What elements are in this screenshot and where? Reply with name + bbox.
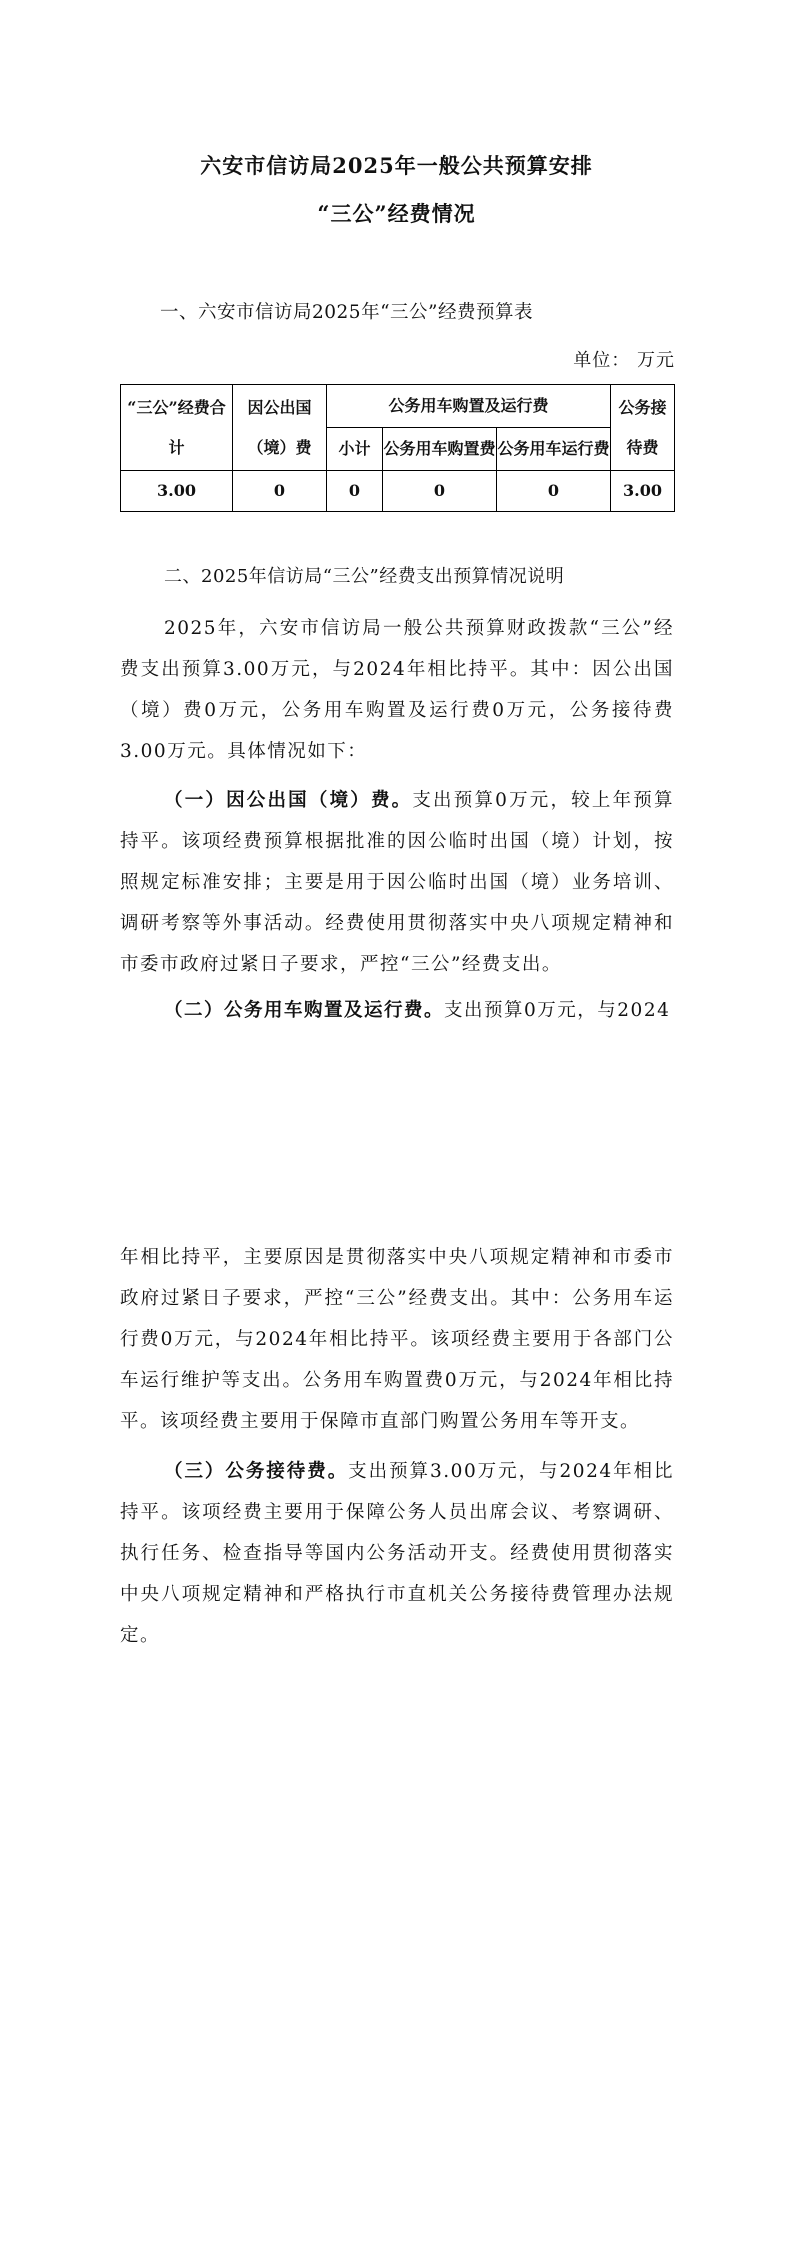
value-subtotal: 0 [327, 471, 383, 512]
value-vehicle-purchase: 0 [383, 471, 497, 512]
budget-table [120, 384, 675, 512]
value-vehicle-operation: 0 [497, 471, 611, 512]
document-title-line1: 六安市信访局2025年一般公共预算安排 [200, 153, 593, 178]
paragraph-abroad [120, 780, 674, 985]
value-total: 3.00 [121, 471, 233, 512]
header-subtotal: 小计 [327, 428, 383, 471]
paragraph-overview: 2025年，六安市信访局一般公共预算财政拨款“三公”经费支出预算3.00万元，与2024年相比持平。其中：因公出国（境）费0万元，公务用车购置及运行费0万元，公务接待费3.00万元。具体情况如下： [120, 618, 674, 762]
header-reception: 公务接待费 [611, 385, 675, 471]
unit-label: 单位： 万元 [573, 350, 675, 371]
paragraph-vehicle-lead: （二）公务用车购置及运行费。 [164, 1000, 445, 1021]
header-vehicle-group: 公务用车购置及运行费 [327, 385, 611, 428]
section2-heading: 二、2025年信访局“三公”经费支出预算情况说明 [164, 566, 565, 587]
header-total: “三公”经费合计 [121, 385, 233, 471]
value-abroad: 0 [233, 471, 327, 512]
document-title-line2: “三公”经费情况 [317, 201, 476, 226]
section1-heading: 一、六安市信访局2025年“三公”经费预算表 [160, 302, 533, 323]
paragraph-vehicle [120, 990, 674, 1031]
table-row [121, 471, 675, 512]
paragraph-abroad-body: 支出预算0万元，较上年预算持平。该项经费预算根据批准的因公临时出国（境）计划，按照规定标准安排；主要是用于因公临时出国（境）业务培训、调研考察等外事活动。经费使用贯彻落实中央八项规定精神和市委市政府过紧日子要求，严控“三公”经费支出。 [120, 790, 674, 975]
header-abroad: 因公出国（境）费 [233, 385, 327, 471]
paragraph-vehicle-body: 支出预算0万元，与2024 [444, 1000, 671, 1021]
table-header-row [121, 385, 675, 428]
value-reception: 3.00 [611, 471, 675, 512]
header-vehicle-operation: 公务用车运行费 [497, 428, 611, 471]
header-vehicle-purchase: 公务用车购置费 [383, 428, 497, 471]
paragraph-reception [120, 1451, 674, 1656]
paragraph-reception-lead: （三）公务接待费。 [164, 1461, 349, 1482]
paragraph-reception-body: 支出预算3.00万元，与2024年相比持平。该项经费主要用于保障公务人员出席会议、考察调研、执行任务、检查指导等国内公务活动开支。经费使用贯彻落实中央八项规定精神和严格执行市直机关公务接待费管理办法规定。 [120, 1461, 674, 1646]
paragraph-abroad-lead: （一）因公出国（境）费。 [164, 790, 413, 811]
paragraph-vehicle-continued: 年相比持平，主要原因是贯彻落实中央八项规定精神和市委市政府过紧日子要求，严控“三公”经费支出。其中：公务用车运行费0万元，与2024年相比持平。该项经费主要用于各部门公车运行维护等支出。公务用车购置费0万元，与2024年相比持平。该项经费主要用于保障市直部门购置公务用车等开支。 [120, 1247, 674, 1432]
